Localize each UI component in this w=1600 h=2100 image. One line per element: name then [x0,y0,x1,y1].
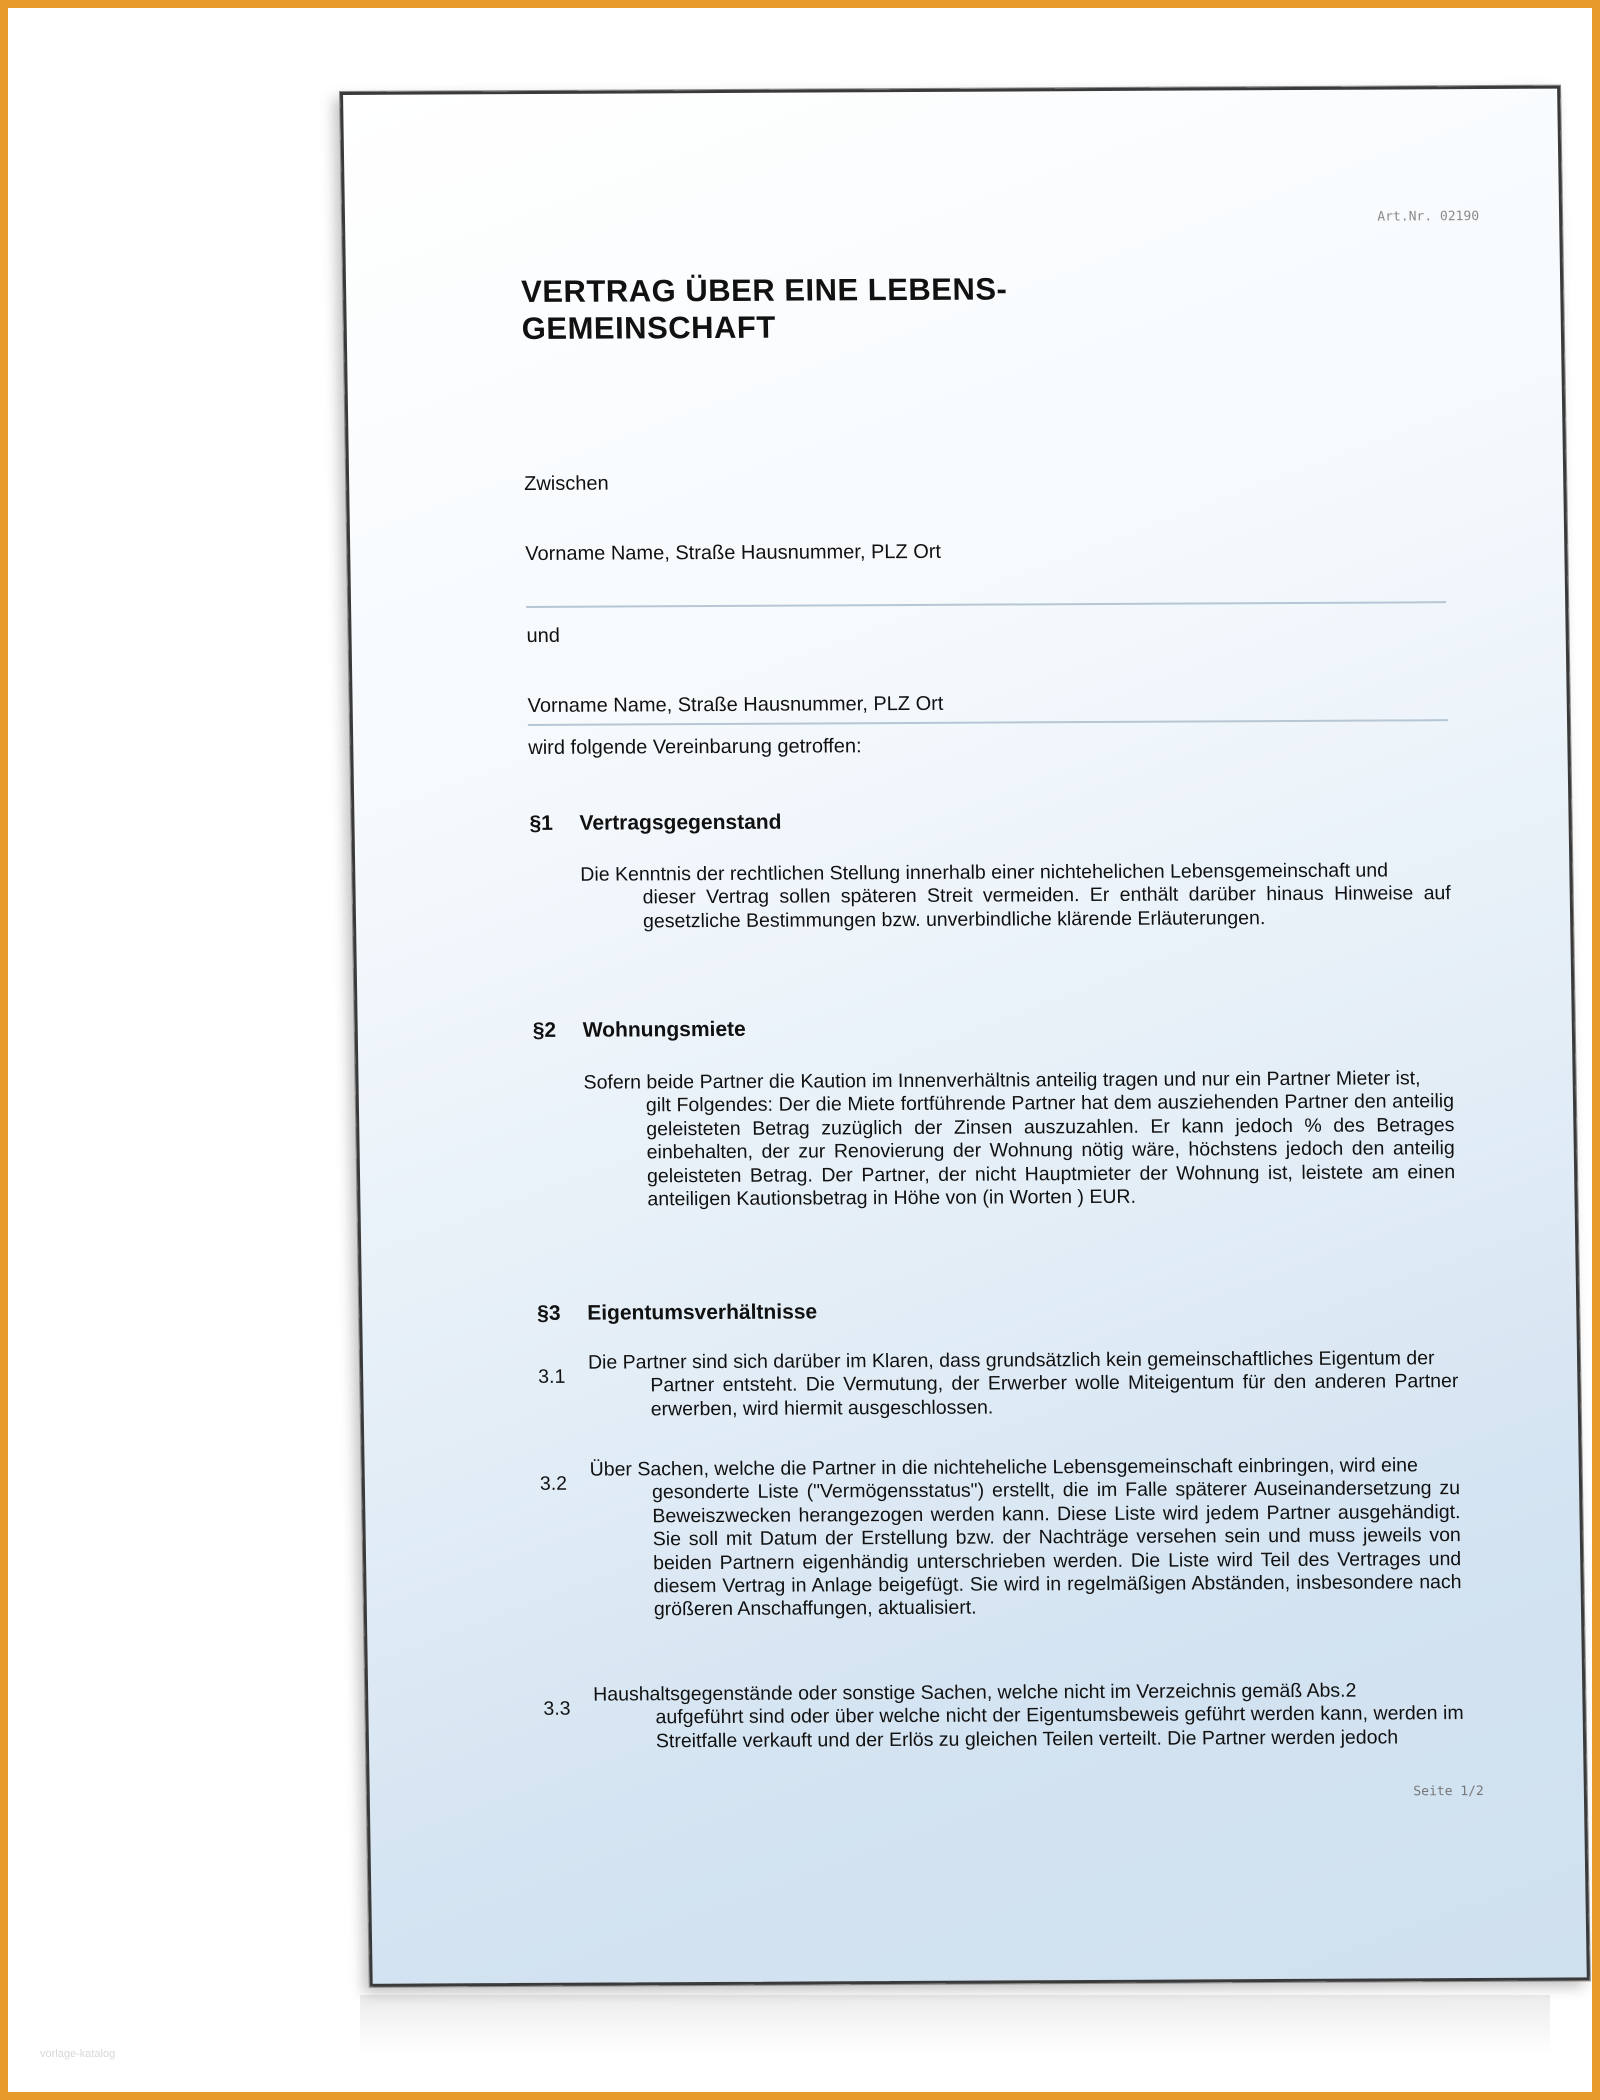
clause-3-1 [538,1347,1459,1422]
watermark: vorlage-katalog [40,2048,116,2060]
clause-3-2-text [589,1454,1462,1622]
section-3-heading [537,1300,817,1325]
section-1-rest: dieser Vertrag sollen späteren Streit vermeiden. Er enthält darüber hinaus Hinweise auf gesetzliche Bestimmungen bzw. unverbindliche klärende Erläuterungen. [642,882,1451,933]
section-3-title: Eigentumsverhältnisse [587,1300,818,1325]
document-page [340,86,1590,1987]
clause-3-2-rest: gesonderte Liste ("Vermögensstatus") erstellt, die im Falle späterer Auseinandersetzung zu Beweiszwecken herangezogen werden kann. Diese Liste wird jedem Partner ausgehändigt. Sie soll mit Datum der Erstellung bzw. der Nachträge versehen sein und muss jeweils von beiden Partnern eigenhändig unterschrieben werden. Die Liste wird Teil des Vertrages und diesem Vertrag in Anlage beigefügt. Sie wird in regelmäßigen Abständen, insbesondere nach größeren Anschaffungen, aktualisiert. [651,1477,1462,1621]
agreement-intro: wird folgende Vereinbarung getroffen: [528,735,862,759]
section-2-title: Wohnungsmiete [582,1017,746,1042]
clause-3-2 [539,1454,1462,1623]
party-1-field: Vorname Name, Straße Hausnummer, PLZ Ort [525,540,942,566]
section-2-text [583,1067,1455,1212]
clause-3-1-number: 3.1 [538,1365,566,1388]
section-3-number: §3 [537,1301,561,1325]
clause-3-2-number: 3.2 [539,1472,568,1495]
article-number: Art.Nr. 02190 [1377,209,1480,225]
clause-3-3 [543,1679,1464,1754]
und-label: und [526,624,561,647]
clause-3-3-first-line: Haushaltsgegenstände oder sonstige Sachen, welche nicht im Verzeichnis gemäß Abs.2 [593,1679,1357,1706]
document-wrapper [340,86,1590,1987]
clause-3-3-number: 3.3 [543,1697,571,1720]
document-title [521,271,1142,347]
page-number: Seite 1/2 [1413,1783,1484,1800]
section-1-text [580,859,1451,934]
section-2-heading [533,1018,746,1043]
section-2-rest: gilt Folgendes: Der die Miete fortführende Partner hat dem ausziehenden Partner den anteilig geleisteten Betrag zuzüglich der Zinsen auszuzahlen. Er kann jedoch % des Betrages einbehalten, der zur Renovierung der Wohnung nötig wäre, höchstens jedoch den anteilig geleisteten Betrag. Der Partner, der nicht Hauptmieter der Wohnung ist, leistete am einen anteiligen Kautionsbetrag in Höhe von (in Worten ) EUR. [645,1090,1456,1211]
section-1-number: §1 [529,811,554,835]
party-2-line [528,719,1448,726]
zwischen-label: Zwischen [524,472,609,496]
party-2-field: Vorname Name, Straße Hausnummer, PLZ Ort [527,692,944,717]
clause-3-1-rest: Partner entsteht. Die Vermutung, der Erwerber wolle Miteigentum für den anderen Partner erwerben, wird hiermit ausgeschlossen. [650,1370,1459,1421]
clause-3-3-text [593,1679,1464,1754]
section-1-first-line: Die Kenntnis der rechtlichen Stellung innerhalb einer nichtehelichen Lebensgemeinschaft und [580,859,1389,886]
title-line-1: VERTRAG ÜBER EINE LEBENS- [520,271,1008,310]
section-1-title: Vertragsgegenstand [579,810,782,835]
section-1-heading [529,811,781,836]
section-2-first-line: Sofern beide Partner die Kaution im Innenverhältnis anteilig tragen und nur ein Partner Mieter ist, [583,1067,1421,1094]
clause-3-3-rest: aufgeführt sind oder über welche nicht der Eigentumsbeweis geführt werden kann, werden im Streitfalle verkauft und der Erlös zu gleichen Teilen verteilt. Die Partner werden jedoch [655,1702,1464,1753]
clause-3-1-first-line: Die Partner sind sich darüber im Klaren, dass grundsätzlich kein gemeinschaftliches Eigentum der [587,1347,1435,1374]
clause-3-2-first-line: Über Sachen, welche die Partner in die nichteheliche Lebensgemeinschaft einbringen, wird eine [589,1454,1419,1481]
party-1-line [526,601,1446,608]
section-2-number: §2 [532,1018,557,1042]
clause-3-1-text [588,1347,1459,1422]
page-reflection [360,1995,1550,2055]
title-line-2: GEMEINSCHAFT [521,309,777,346]
